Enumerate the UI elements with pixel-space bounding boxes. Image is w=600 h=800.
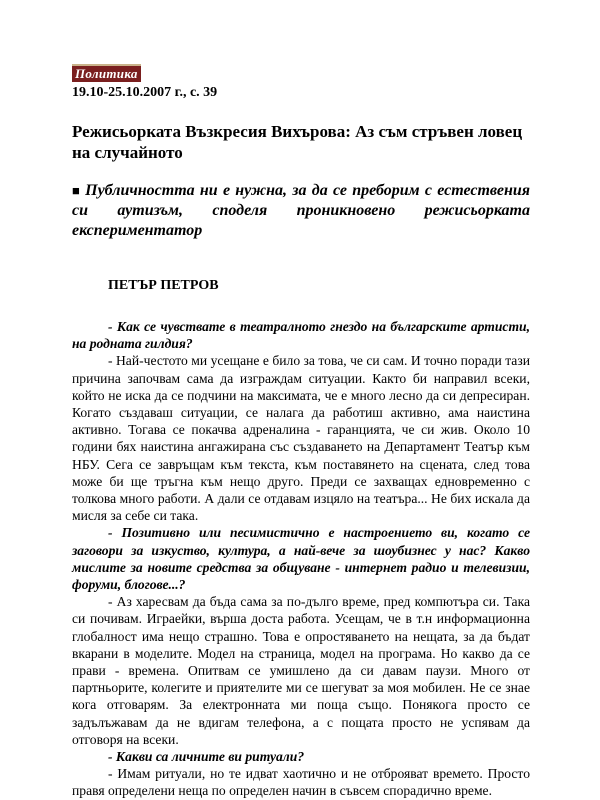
interview-answer: - Аз харесвам да бъда сама за по-дълго време, пред компютъра си. Така си почивам. Играейки, върша доста работа. Усещам, че в т.н информационна глобалност има нещо страшно. Това е опростяването на нещата, за да бъдат вкарани в моделите. Модел на страница, модел на програма. Но какво да се прави - времена. Опитвам се умишлено да си давам паузи. Много от партньорите, колегите и приятелите ми се шегуват за моя мобилен. Не се знае кога отговарям. За електронната ми поща също. Понякога просто се задълъжавам да не вдигам телефона, а с пощата просто не успявам да отговоря на всеки. [72, 594, 530, 747]
lead-text: Публичността ни е нужна, за да се преборим с естествения си аутизъм, споделя проникновено режисьорката експериментатор [72, 182, 530, 239]
interview-question: - Позитивно или песимистично е настроението ви, когато се заговори за изкуство, култура, а най-вече за шоубизнес у нас? Какво мислите за новите средства за общуване - интернет радио и телевизии, форуми, блогове...? [72, 525, 530, 593]
article-body [72, 318, 530, 800]
interview-question: - Как се чувствате в театралното гнездо на българските артисти, на родната гилдия? [72, 319, 530, 352]
interview-answer: - Имам ритуали, но те идват хаотично и не отброяват времето. Просто правя определени неща по определен начин в съвсем спорадично време. [72, 766, 530, 799]
square-bullet-icon: ■ [72, 183, 82, 198]
dateline: 19.10-25.10.2007 г., с. 39 [72, 85, 218, 100]
article-page [72, 64, 530, 800]
article-lead [72, 181, 530, 241]
interview-answer: - Най-честото ми усещане е било за това, че си сам. И точно поради тази причина започвам сама да изграждам ситуации. Както би направил всеки, който не иска да се подчини на максимата, че е много лесно да си депресиран. Когато създаваш ситуации, се налага да работиш активно, ама наистина активно. Тогава се покачва адреналина - гаранцията, че си жив. Около 10 години бях наистина ангажирана със създаването на Департамент Театър към НБУ. Сега се завръщам към текста, към поставянето на сцената, след това може би ще тръгна към нещо друго. Преди се захващах едновременно с толкова много работи. А дали се отдавам изцяло на театъра... Не бих искала да мисля за себе си така. [72, 353, 530, 524]
interview-question: - Какви са личните ви ритуали? [108, 749, 305, 765]
author-name: ПЕТЪР ПЕТРОВ [108, 278, 219, 293]
article-headline: Режисьорката Възкресия Вихърова: Аз съм стръвен ловец на случайното [72, 122, 523, 162]
newspaper-logo: Политика [72, 64, 141, 82]
